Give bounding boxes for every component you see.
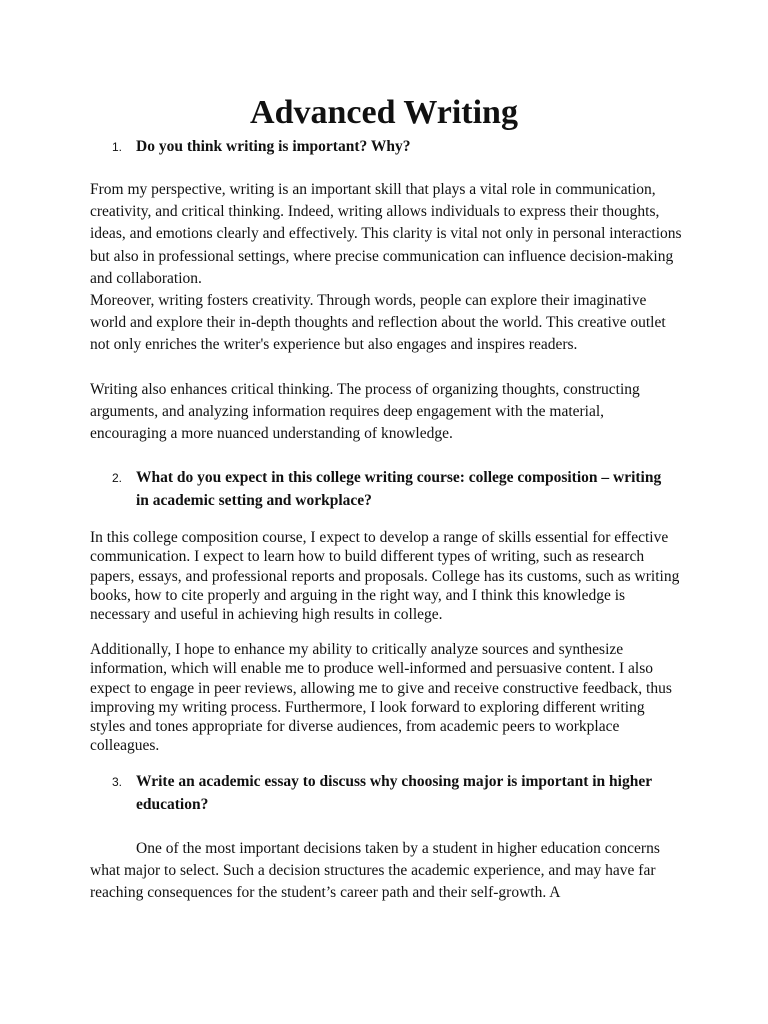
answer-2-paragraph-2: Additionally, I hope to enhance my ability to critically analyze sources and synthesize information, which will enable me to produce well-informed and persuasive content. I also expect to engage in peer reviews, allowing me to give and receive constructive feedback, thus improving my writing process. Furthermore, I look forward to exploring different writing styles and tones appropriate for diverse audiences, from academic peers to workplace colleagues. xyxy=(90,641,672,755)
answer-2-paragraph-1: In this college composition course, I expect to develop a range of skills essential for effective communication. I expect to learn how to build different types of writing, such as research papers, essays, and professional reports and proposals. College has its customs, such as writing books, how to cite properly and arguing in the right way, and I think this knowledge is necessary and useful in achieving high results in college. xyxy=(90,529,680,624)
answer-1-paragraph-2: Moreover, writing fosters creativity. Through words, people can explore their imaginative world and explore their in-depth thoughts and reflection about the world. This creative outlet not only enriches the writer's experience but also engages and inspires readers. xyxy=(90,292,666,354)
question-2 xyxy=(112,467,672,512)
answer-1-paragraph-1: From my perspective, writing is an important skill that plays a vital role in communication, creativity, and critical thinking. Indeed, writing allows individuals to express their thoughts, ideas, and emotions clearly and effectively. This clarity is vital not only in personal interactions but also in professional settings, where precise communication can influence decision-making and collaboration. xyxy=(90,181,682,287)
question-3 xyxy=(112,771,672,816)
document-title: Advanced Writing xyxy=(250,94,518,131)
question-number: 2. xyxy=(112,471,123,485)
question-number: 3. xyxy=(112,775,123,789)
question-number: 1. xyxy=(112,140,123,154)
answer-3-paragraph-1: One of the most important decisions taken by a student in higher education concerns what major to select. Such a decision structures the academic experience, and may have far reaching consequences for the student’s career path and their self-growth. A xyxy=(90,840,660,902)
question-text: Write an academic essay to discuss why choosing major is important in higher education? xyxy=(136,773,652,813)
question-text: Do you think writing is important? Why? xyxy=(136,138,411,155)
question-1 xyxy=(112,136,672,159)
question-text: What do you expect in this college writing course: college composition – writing in academic setting and workplace? xyxy=(136,469,662,509)
answer-1-paragraph-3: Writing also enhances critical thinking. The process of organizing thoughts, constructing arguments, and analyzing information requires deep engagement with the material, encouraging a more nuanced understanding of knowledge. xyxy=(90,381,640,443)
